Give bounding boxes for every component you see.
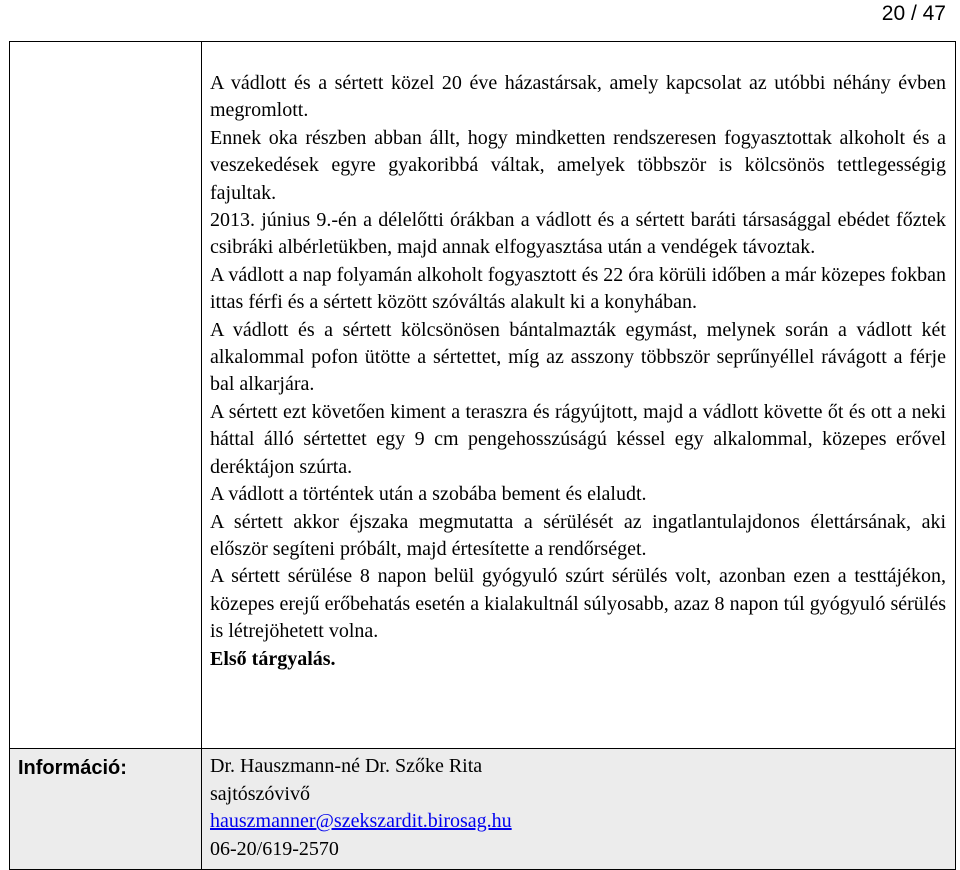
paragraph: A vádlott és a sértett kölcsönösen bántalmazták egymást, melynek során a vádlott két alkalommal pofon ütötte a sértettet, míg az asszony többször seprűnyéllel rávágott a férje bal alkarjára.: [210, 318, 946, 396]
contact-row: [10, 749, 956, 870]
paragraph: A vádlott és a sértett közel 20 éve házastársak, amely kapcsolat az utóbbi néhány évben megromlott.: [210, 72, 946, 122]
paragraph: A vádlott a nap folyamán alkoholt fogyasztott és 22 óra körüli időben a már közepes fokban ittas férfi és a sértett között szóváltás alakult ki a konyhában.: [210, 263, 946, 314]
first-hearing-note: Első tárgyalás.: [210, 647, 336, 670]
info-label: Információ:: [18, 757, 127, 779]
contact-block: [202, 749, 955, 863]
case-description: [202, 42, 955, 673]
paragraph: A vádlott a történtek után a szobába bement és elaludt.: [210, 483, 647, 506]
case-description-row: [10, 42, 956, 749]
contact-name: Dr. Hauszmann-né Dr. Szőke Rita: [210, 755, 483, 777]
contact-cell: [202, 749, 956, 870]
paragraph: A sértett sérülése 8 napon belül gyógyuló szúrt sérülés volt, azonban ezen a testtájékon, közepes erejű erőbehatás esetén a kialakultnál súlyosabb, azaz 8 napon túl gyógyuló sérülés is létrejöhetett volna.: [210, 565, 946, 643]
paragraph: A sértett ezt követően kiment a teraszra és rágyújtott, majd a vádlott követte őt és ott a neki háttal álló sértettet egy 9 cm pengehosszúságú késsel egy alkalommal, közepes erővel deréktájon szúrta.: [210, 400, 946, 478]
empty-label-cell: [10, 42, 202, 749]
paragraph: A sértett akkor éjszaka megmutatta a sérülését az ingatlantulajdonos élettársának, aki először segíteni próbált, majd értesítette a rendőrséget.: [210, 510, 946, 560]
contact-email-link[interactable]: hauszmanner@szekszardit.birosag.hu: [210, 810, 512, 833]
paragraph: 2013. június 9.-én a délelőtti órákban a vádlott és a sértett baráti társasággal ebédet főztek csibráki albérletükben, majd annak elfogyasztása után a vendégek távoztak.: [210, 209, 946, 259]
contact-phone: 06-20/619-2570: [210, 837, 339, 860]
case-description-cell: [202, 42, 956, 749]
paragraph: Ennek oka részben abban állt, hogy mindketten rendszeresen fogyasztottak alkoholt és a veszekedések egyre gyakoribbá váltak, amelyek többször is kölcsönös tettlegességig fajultak.: [210, 126, 946, 204]
info-label-cell: [10, 749, 202, 870]
page-number: 20 / 47: [881, 2, 946, 25]
case-info-table: [9, 41, 956, 870]
contact-role: sajtószóvivő: [210, 782, 310, 805]
